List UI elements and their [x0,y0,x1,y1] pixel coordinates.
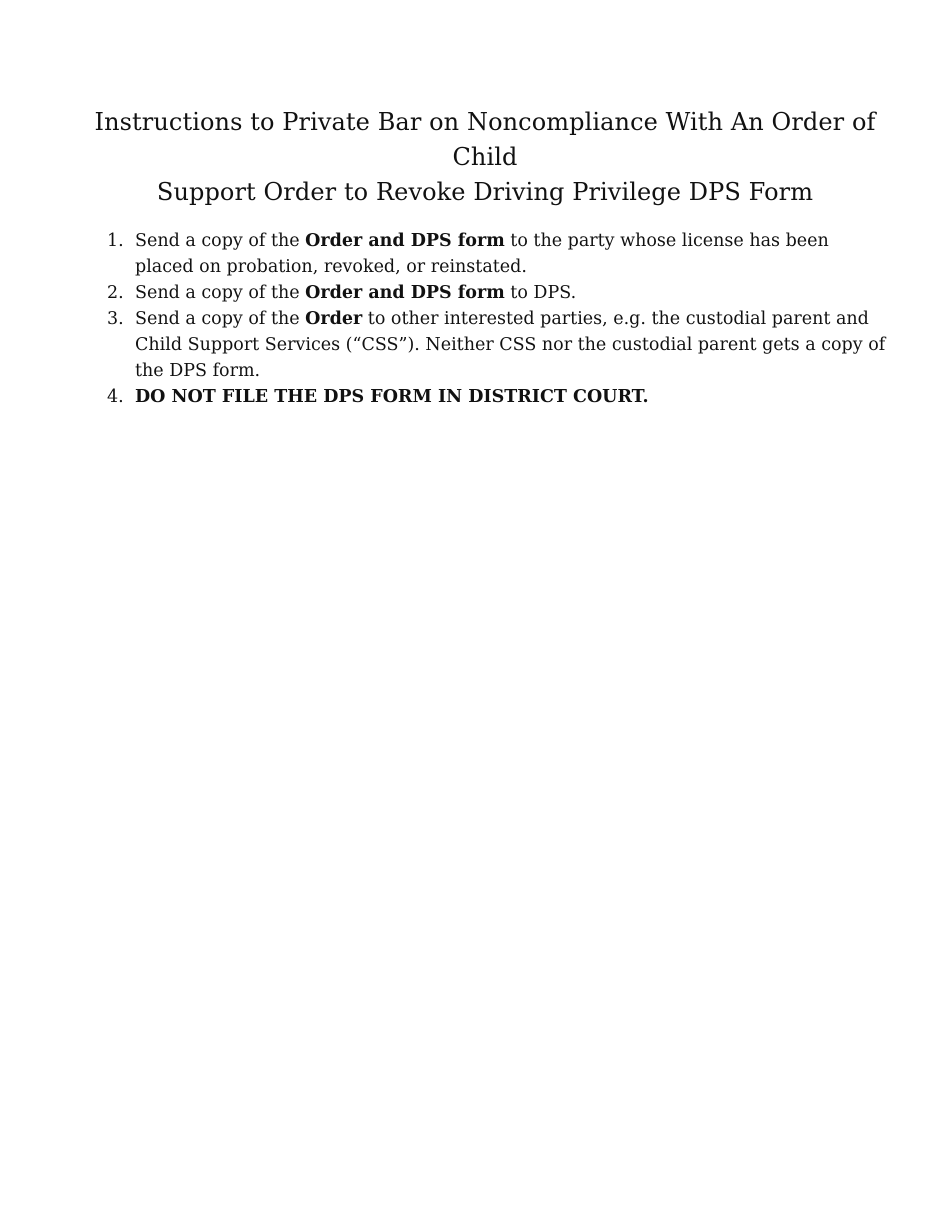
title-line-1: Instructions to Private Bar on Noncompliance With An Order of Child [94,108,876,171]
item-number: 4. [107,387,124,407]
title-line-2: Support Order to Revoke Driving Privilege DPS Form [156,178,814,206]
list-item [107,228,892,280]
page-title [78,105,892,210]
item-text: to other interested parties, e.g. the custodial parent and Child Support Services (“CSS”). Neither CSS nor the custodial parent gets a copy of the DPS form. [135,309,886,381]
list-item [107,306,892,384]
instructions-list [78,228,892,410]
list-item [107,384,892,410]
item-bold-text: Order [305,309,363,329]
item-text: to DPS. [504,283,577,303]
item-number: 3. [107,309,124,329]
item-bold-text: DO NOT FILE THE DPS FORM IN DISTRICT COURT. [135,387,649,407]
item-bold-text: Order and DPS form [305,231,505,251]
item-text: to the party whose license has been placed on probation, revoked, or reinstated. [135,231,829,277]
item-number: 1. [107,231,124,251]
list-item [107,280,892,306]
item-number: 2. [107,283,124,303]
item-text: Send a copy of the [135,309,306,329]
item-text: Send a copy of the [135,231,306,251]
item-bold-text: Order and DPS form [305,283,505,303]
item-text: Send a copy of the [135,283,306,303]
